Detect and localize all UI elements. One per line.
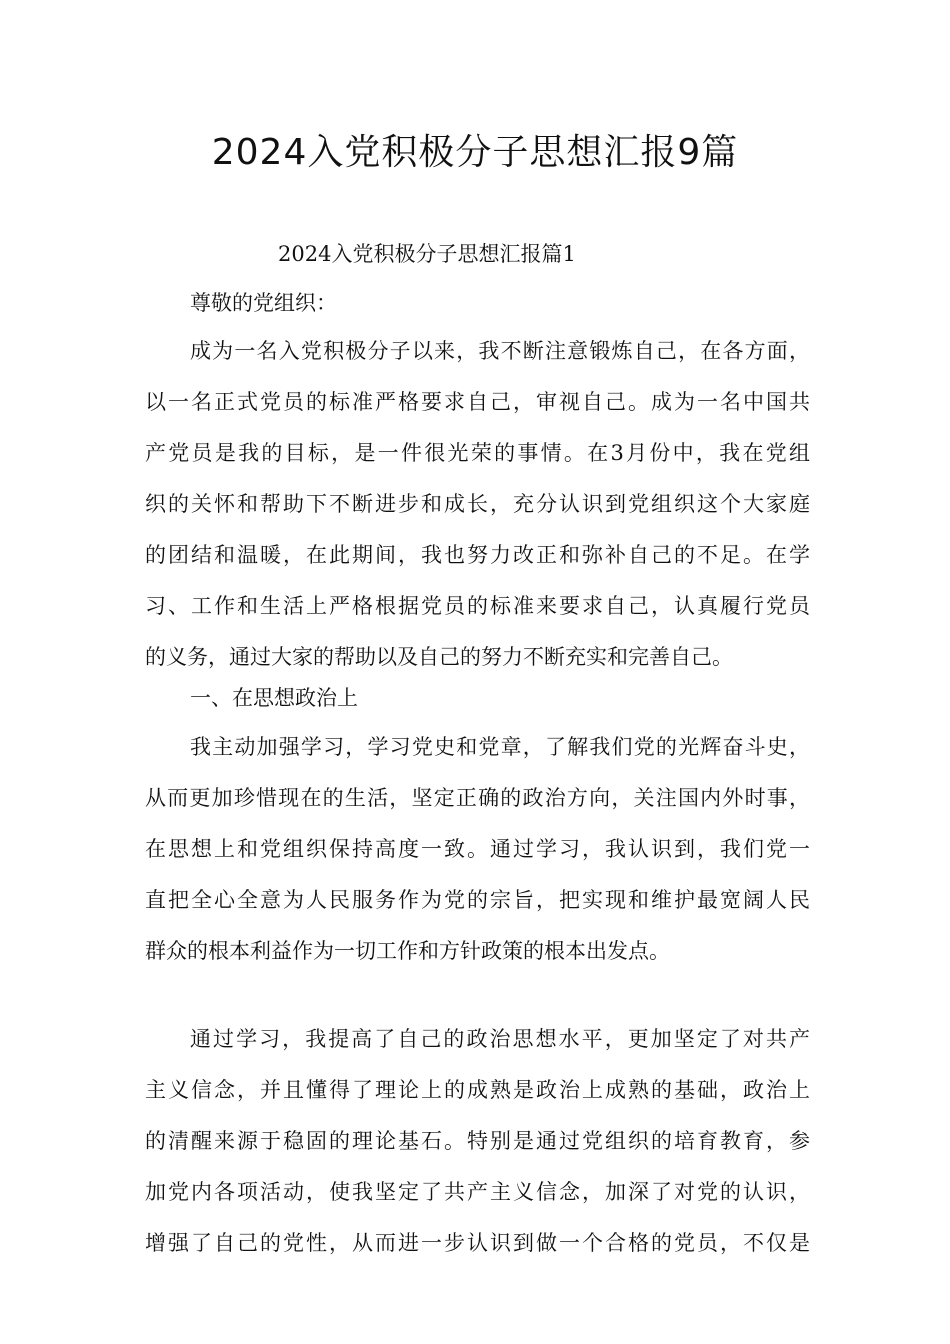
paragraph-line: 主义信念，并且懂得了理论上的成熟是政治上成熟的基础，政治上 — [145, 1078, 810, 1102]
paragraph-line: 增强了自己的党性，从而进一步认识到做一个合格的党员，不仅是 — [145, 1231, 810, 1255]
paragraph-line: 习、工作和生活上严格根据党员的标准来要求自己，认真履行党员 — [145, 594, 810, 618]
paragraph-line: 的义务，通过大家的帮助以及自己的努力不断充实和完善自己。 — [145, 645, 733, 669]
section-subtitle: 2024入党积极分子思想汇报篇1 — [278, 242, 576, 266]
paragraph-line: 以一名正式党员的标准严格要求自己，审视自己。成为一名中国共 — [145, 390, 810, 414]
paragraph-line: 加党内各项活动，使我坚定了共产主义信念，加深了对党的认识， — [145, 1180, 810, 1204]
paragraph-line: 在思想上和党组织保持高度一致。通过学习，我认识到，我们党一 — [145, 837, 810, 861]
paragraph-line: 我主动加强学习，学习党史和党章，了解我们党的光辉奋斗史， — [190, 735, 810, 759]
paragraph-line: 直把全心全意为人民服务作为党的宗旨，把实现和维护最宽阔人民 — [145, 888, 810, 912]
salutation: 尊敬的党组织： — [190, 291, 337, 315]
paragraph-line: 的清醒来源于稳固的理论基石。特别是通过党组织的培育教育，参 — [145, 1129, 810, 1153]
paragraph-3 — [145, 1014, 810, 1269]
paragraph-line: 织的关怀和帮助下不断进步和成长，充分认识到党组织这个大家庭 — [145, 492, 810, 516]
paragraph-1 — [145, 326, 810, 683]
paragraph-2 — [145, 722, 810, 977]
paragraph-line: 通过学习，我提高了自己的政治思想水平，更加坚定了对共产 — [190, 1027, 810, 1051]
document-title: 2024入党积极分子思想汇报9篇 — [211, 132, 739, 173]
paragraph-line: 群众的根本利益作为一切工作和方针政策的根本出发点。 — [145, 939, 670, 963]
paragraph-line: 的团结和温暖，在此期间，我也努力改正和弥补自己的不足。在学 — [145, 543, 810, 567]
paragraph-line: 产党员是我的目标，是一件很光荣的事情。在3月份中，我在党组 — [145, 441, 810, 465]
paragraph-line: 成为一名入党积极分子以来，我不断注意锻炼自己，在各方面， — [190, 339, 810, 363]
section-heading: 一、在思想政治上 — [190, 686, 358, 710]
paragraph-line: 从而更加珍惜现在的生活，坚定正确的政治方向，关注国内外时事， — [145, 786, 810, 810]
